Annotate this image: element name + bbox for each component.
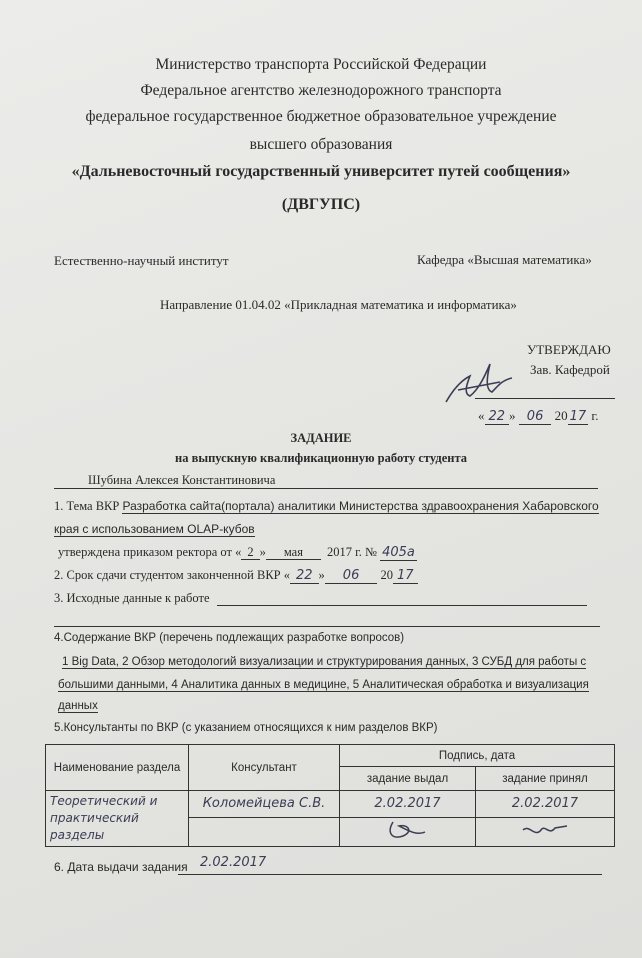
consultant-cell [189, 791, 340, 818]
item5-label: 5.Консультанты по ВКР (с указанием относящихся к ним разделов ВКР) [54, 722, 438, 734]
order-number: 405а [382, 545, 415, 560]
task-title: ЗАДАНИЕ [290, 431, 352, 445]
consultants-table [45, 744, 615, 847]
approval-date [478, 408, 599, 424]
consultant-handwriting: Коломейцева С.В. [202, 796, 326, 812]
item4-label: 4.Содержание ВКР (перечень подлежащих разработке вопросов) [54, 632, 405, 644]
head-signature [440, 350, 530, 412]
student-name: Шубина Алексея Константиновича [88, 473, 276, 487]
item1-label: 1. Тема ВКР [54, 499, 123, 513]
accepted-date-cell [476, 791, 615, 818]
item6-label: 6. Дата выдачи задания [54, 860, 188, 874]
quote-open: « [478, 408, 485, 423]
content-line1: 1 Big Data, 2 Обзор методологий визуализации и структурирования данных, 3 СУБД для работы с [62, 656, 587, 668]
col-accepted-header: задание принял [476, 767, 615, 791]
col-consultant-header: Консультант [189, 745, 340, 791]
item3-line1 [217, 605, 587, 606]
consultant-blank-cell [189, 817, 340, 846]
content-line3: данных [58, 700, 98, 712]
table-row [46, 791, 615, 818]
issue-date-line [178, 874, 602, 875]
deadline-day: 22 [290, 568, 319, 584]
topic-line1: Разработка сайта(портала) аналитики Министерства здравоохранения Хабаровского [122, 499, 599, 513]
approval-year-suffix: 17 [569, 409, 587, 424]
deadline-quote-close: » [318, 568, 325, 582]
item2-deadline [54, 568, 418, 583]
education-level-line: высшего образования [249, 136, 393, 153]
approval-role: Зав. Кафедрой [530, 362, 610, 377]
department-name: Кафедра «Высшая математика» [417, 252, 592, 267]
ministry-line: Министерство транспорта Российской Федерации [155, 56, 487, 73]
item3-line2 [54, 626, 600, 627]
issued-date-cell [340, 791, 476, 818]
university-abbr: (ДВГУПС) [281, 196, 361, 213]
item4-content-line3 [58, 700, 98, 712]
institution-type-line: федеральное государственное бюджетное образовательное учреждение [85, 108, 557, 125]
issued-signature-cell [340, 817, 476, 846]
order-day: 2 [241, 545, 259, 560]
order-quote-close: » [259, 545, 266, 559]
item3-label: 3. Исходные данные к работе [54, 591, 210, 605]
approval-month: 06 [519, 409, 552, 425]
deadline-year-suffix: 17 [393, 568, 418, 584]
col-sign-header: Подпись, дата [340, 745, 615, 767]
deadline-month: 06 [325, 568, 378, 584]
item1-order [58, 545, 417, 560]
student-line [54, 488, 598, 489]
issue-date: 2.02.2017 [200, 855, 267, 870]
item1-topic-line2 [54, 522, 255, 536]
university-name: «Дальневосточный государственный университет путей сообщения» [71, 163, 571, 180]
col-section-header: Наименование раздела [46, 745, 189, 791]
approval-year-prefix: 20 [554, 408, 568, 423]
item4-content-line2 [58, 679, 589, 691]
approval-title: УТВЕРЖДАЮ [527, 342, 611, 357]
accepted-signature [515, 818, 575, 842]
section-cell [46, 791, 189, 847]
item2-label: 2. Срок сдачи студентом законченной ВКР « [54, 568, 290, 582]
deadline-year-prefix: 20 [380, 568, 393, 582]
issued-date: 2.02.2017 [374, 796, 441, 812]
approval-signature-line [475, 398, 615, 399]
institute-name: Естественно-научный институт [54, 253, 229, 268]
order-month: мая [266, 545, 321, 560]
study-direction: Направление 01.04.02 «Прикладная математика и информатика» [160, 297, 517, 312]
order-prefix: утверждена приказом ректора от « [58, 545, 242, 559]
accepted-date: 2.02.2017 [511, 796, 579, 812]
issued-signature [383, 818, 433, 842]
quote-close: » [509, 408, 516, 423]
item4-content-line1 [62, 656, 586, 668]
content-line2: большими данными, 4 Аналитика данных в медицине, 5 Аналитическая обработка и визуализация [58, 679, 589, 691]
approval-year-end: г. [591, 408, 599, 423]
order-year: 2017 [326, 545, 352, 559]
section-handwriting: Теоретический и практический разделы [50, 794, 158, 842]
topic-line2: края с использованием OLAP-кубов [54, 522, 255, 536]
col-issued-header: задание выдал [340, 767, 476, 791]
task-subtitle: на выпускную квалификационную работу студента [175, 451, 467, 465]
item1-topic [54, 499, 599, 514]
order-year-suffix: г. № [355, 545, 377, 559]
agency-line: Федеральное агентство железнодорожного транспорта [140, 82, 502, 99]
accepted-signature-cell [476, 817, 615, 846]
approval-day: 22 [485, 409, 510, 425]
